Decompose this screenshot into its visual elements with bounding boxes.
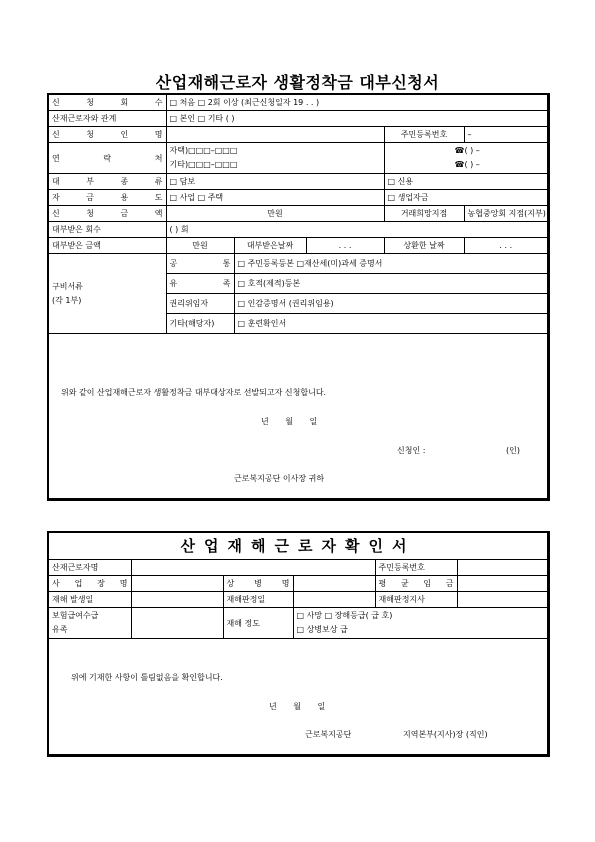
insurance-label xyxy=(49,608,131,639)
contact-address-field[interactable] xyxy=(166,143,384,174)
prev-date-field[interactable]: . . . xyxy=(306,238,384,254)
worker-rrn-field[interactable] xyxy=(457,560,547,576)
row-worker xyxy=(49,560,547,576)
docs-item-other[interactable]: □ 훈련확인서 xyxy=(234,314,547,334)
signer-label: 신청인 : xyxy=(397,446,426,455)
docs-item-family[interactable]: □ 호적(제적)등본 xyxy=(234,274,547,294)
docs-cat-other: 기타(해당자) xyxy=(166,314,234,334)
fund-use-living-checkbox[interactable]: □ 생업자금 xyxy=(384,190,547,206)
row-workplace xyxy=(49,576,547,592)
apply-count-label: 신 청 회 수 xyxy=(49,95,166,111)
repay-date-label: 상환한 날짜 xyxy=(384,238,464,254)
docs-subtitle: (각 1부) xyxy=(52,295,82,305)
row-prev-amount xyxy=(49,238,547,254)
form1-title: 산업재해근로자 생활정착금 대부신청서 xyxy=(155,73,440,92)
contact-home: 자택)□□□–□□□ xyxy=(169,146,238,155)
prev-count-field[interactable]: ( ) 회 xyxy=(166,222,547,238)
accident-date-field[interactable] xyxy=(131,592,223,608)
prev-count-label: 대부받은 회수 xyxy=(49,222,166,238)
disease-field[interactable] xyxy=(293,576,375,592)
disease-label: 상 병 명 xyxy=(223,576,293,592)
seal-mark: (인) xyxy=(506,446,520,455)
prev-amount-label: 대부받은 금액 xyxy=(49,238,166,254)
repay-date-field[interactable]: . . . xyxy=(464,238,547,254)
relation-options[interactable]: □ 본인 □ 기타 ( ) xyxy=(166,111,547,127)
worker-name-field[interactable] xyxy=(131,560,375,576)
docs-cat-common: 공 통 xyxy=(166,254,234,274)
decision-date-field[interactable] xyxy=(293,592,375,608)
apply-count-options[interactable]: □ 처음 □ 2회 이상 (최근신청일자 19 . . ) xyxy=(166,95,547,111)
decision-branch-field[interactable] xyxy=(457,592,547,608)
phone-home: ☎( ) – xyxy=(454,146,480,155)
severity-options[interactable] xyxy=(293,608,547,639)
prev-date-label: 대부받은날짜 xyxy=(234,238,306,254)
row-applicant xyxy=(49,127,547,143)
workplace-label: 사 업 장 명 xyxy=(49,576,131,592)
row-relation xyxy=(49,111,547,127)
apply-amount-field[interactable]: 만원 xyxy=(166,206,384,222)
severity-label: 재해 정도 xyxy=(223,608,293,639)
fund-use-label: 자 금 용 도 xyxy=(49,190,166,206)
contact-label: 연 락 처 xyxy=(49,143,166,174)
rrn-label: 주민등록번호 xyxy=(384,127,464,143)
worker-rrn-label: 주민등록번호 xyxy=(375,560,457,576)
docs-label xyxy=(49,254,166,334)
branch-field[interactable]: 농협중앙회 지점(지부) xyxy=(464,206,547,222)
org-name: 근로복지공단 xyxy=(305,730,352,739)
docs-item-common[interactable]: □ 주민등록등본 □재산세(미)과세 증명서 xyxy=(234,254,547,274)
fund-use-options[interactable]: □ 사업 □ 주택 xyxy=(166,190,384,206)
addressee: 근로복지공단 이사장 귀하 xyxy=(234,474,325,483)
row-prev-count xyxy=(49,222,547,238)
severity-line2: □ 상병보상 급 xyxy=(296,625,348,634)
loan-type-credit-checkbox[interactable]: □ 신용 xyxy=(384,174,547,190)
confirm-text: 위에 기재한 사항이 틀림없음을 확인합니다. xyxy=(71,673,223,682)
row-dates xyxy=(49,592,547,608)
worker-name-label: 산재근로자명 xyxy=(49,560,131,576)
accident-date-label: 재해 발생일 xyxy=(49,592,131,608)
decision-date-label: 재해판정일 xyxy=(223,592,293,608)
workplace-field[interactable] xyxy=(131,576,223,592)
row-fund-use xyxy=(49,190,547,206)
rrn-field[interactable]: – xyxy=(464,127,547,143)
form2-title: 산업재해근로자확인서 xyxy=(49,533,547,560)
loan-type-label: 대 부 종 류 xyxy=(49,174,166,190)
loan-application-form xyxy=(47,93,550,501)
docs-cat-delegate: 권리위임자 xyxy=(166,294,234,314)
docs-item-delegate[interactable]: □ 인감증명서 (권리위임용) xyxy=(234,294,547,314)
declaration-text: 위와 같이 산업재해근로자 생활정착금 대부대상자로 선발되고자 신청합니다. xyxy=(61,388,327,397)
date-line: 년 월 일 xyxy=(261,417,318,426)
row-insurance xyxy=(49,608,547,639)
docs-title: 구비서류 xyxy=(52,281,83,291)
contact-phone-field[interactable] xyxy=(384,143,547,174)
docs-cat-family: 유 족 xyxy=(166,274,234,294)
row-apply-count xyxy=(49,95,547,111)
avg-wage-field[interactable] xyxy=(457,576,547,592)
row-contact xyxy=(49,143,547,174)
worker-confirmation-form xyxy=(47,531,550,757)
application-table xyxy=(49,95,547,334)
prev-amount-field[interactable]: 만원 xyxy=(166,238,234,254)
loan-type-collateral-checkbox[interactable]: □ 담보 xyxy=(166,174,384,190)
contact-other: 기타)□□□–□□□ xyxy=(169,160,238,169)
branch-label: 거래희망지점 xyxy=(384,206,464,222)
confirmation-table xyxy=(49,560,547,639)
row-apply-amount xyxy=(49,206,547,222)
apply-amount-label: 신 청 금 액 xyxy=(49,206,166,222)
decision-branch-label: 재해판정지사 xyxy=(375,592,457,608)
confirm-date-line: 년 월 일 xyxy=(269,702,326,711)
row-docs-0 xyxy=(49,254,547,274)
severity-line1: □ 사망 □ 장해등급( 급 호) xyxy=(296,611,393,620)
row-loan-type xyxy=(49,174,547,190)
applicant-name-field[interactable] xyxy=(166,127,384,143)
applicant-label: 신 청 인 명 xyxy=(49,127,166,143)
relation-label: 산재근로자와 관계 xyxy=(49,111,166,127)
branch-head: 지역본부(지사)장 (직인) xyxy=(403,730,488,739)
phone-other: ☎( ) – xyxy=(454,160,480,169)
insurance-field[interactable] xyxy=(131,608,223,639)
avg-wage-label: 평 균 임 금 xyxy=(375,576,457,592)
insurance-subtitle: 유족 xyxy=(52,625,68,634)
insurance-title: 보험급여수급 xyxy=(52,611,99,620)
